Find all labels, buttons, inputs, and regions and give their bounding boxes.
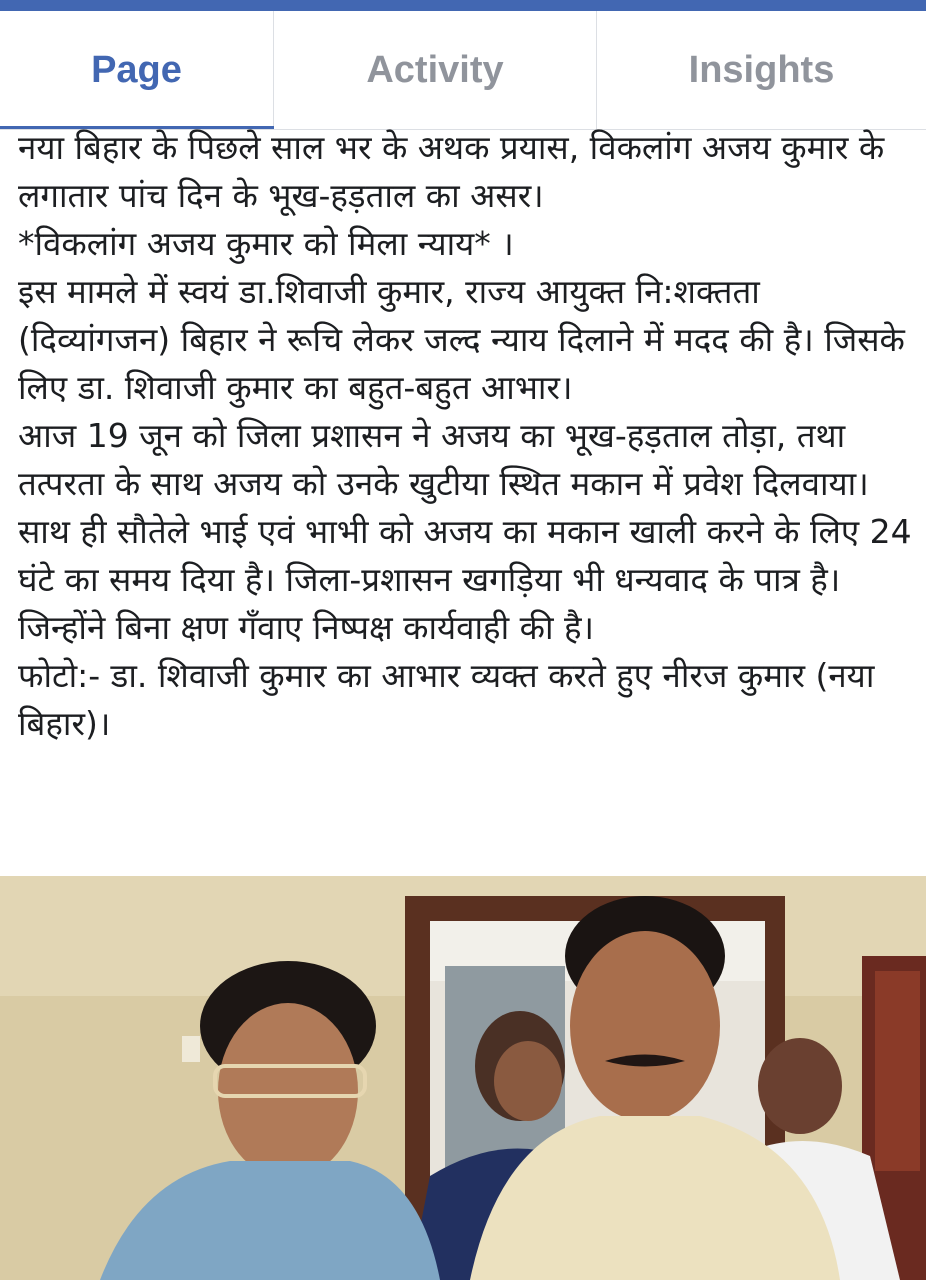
- tab-activity[interactable]: [274, 11, 597, 129]
- post-paragraph: इस मामले में स्वयं डा.शिवाजी कुमार, राज्य आयुक्त नि:शक्तता (दिव्यांगजन) बिहार ने रूचि लेकर जल्द न्याय दिलाने में मदद की है। जिसके लिए डा. शिवाजी कुमार का बहुत-बहुत आभार।: [18, 272, 905, 407]
- post-paragraph: फोटो:- डा. शिवाजी कुमार का आभार व्यक्त करते हुए नीरज कुमार (नया बिहार)।: [18, 656, 875, 743]
- tab-insights[interactable]: [597, 11, 926, 129]
- top-brand-bar: [0, 0, 926, 11]
- post-paragraph: नया बिहार के पिछले साल भर के अथक प्रयास, विकलांग अजय कुमार के लगातार पांच दिन के भूख-हड़ताल का असर।: [18, 128, 885, 215]
- tab-page-label: Page: [91, 48, 182, 91]
- post-paragraph: *विकलांग अजय कुमार को मिला न्याय* ।: [18, 224, 514, 263]
- post-text: [18, 124, 922, 864]
- photo-illustration: [0, 876, 926, 1280]
- tab-page[interactable]: [0, 11, 274, 129]
- tab-insights-label: Insights: [688, 48, 835, 91]
- page-tabs: [0, 11, 926, 130]
- tab-activity-label: Activity: [366, 48, 504, 91]
- post-photo[interactable]: [0, 876, 926, 1280]
- post-paragraph: आज 19 जून को जिला प्रशासन ने अजय का भूख-हड़ताल तोड़ा, तथा तत्परता के साथ अजय को उनके खुटीया स्थित मकान में प्रवेश दिलवाया। साथ ही सौतेले भाई एवं भाभी को अजय का मकान खाली करने के लिए 24 घंटे का समय दिया है। जिला-प्रशासन खगड़िया भी धन्यवाद के पात्र है। जिन्होंने बिना क्षण गँवाए निष्पक्ष कार्यवाही की है।: [18, 416, 912, 647]
